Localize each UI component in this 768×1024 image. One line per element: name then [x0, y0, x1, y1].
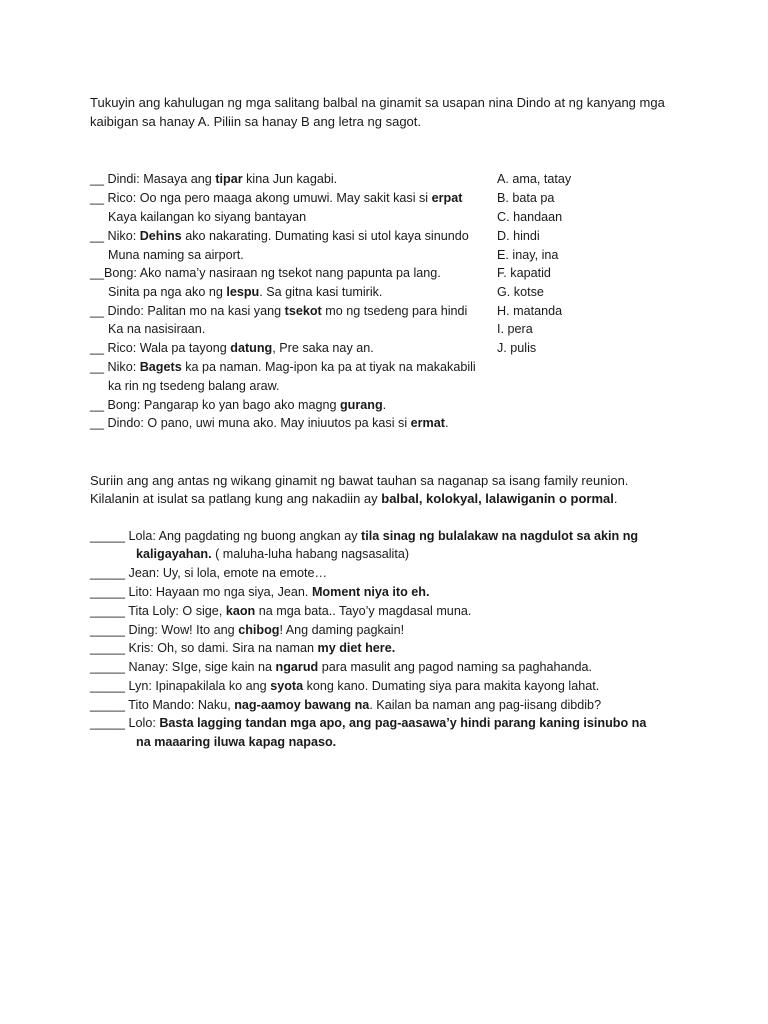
section-2-item: _____ Tita Loly: O sige, kaon na mga bata.. Tayo’y magdasal muna.: [90, 604, 472, 618]
column-a-item: Ka na nasisiraan.: [108, 322, 206, 336]
column-a-item: __ Niko: Dehins ako nakarating. Dumating kasi si utol kaya sinundo: [90, 229, 469, 243]
column-a-item: ka rin ng tsedeng balang araw.: [108, 379, 280, 393]
column-b-item: D. hindi: [497, 229, 540, 243]
section-2-item: _____ Jean: Uy, si lola, emote na emote…: [90, 566, 328, 580]
column-a-item: __ Bong: Pangarap ko yan bago ako magng gurang.: [90, 398, 387, 412]
column-a-item: __ Dindo: O pano, uwi muna ako. May iniuutos pa kasi si ermat.: [90, 416, 449, 430]
column-b-item: G. kotse: [497, 285, 544, 299]
column-a-item: __ Rico: Wala pa tayong datung, Pre saka nay an.: [90, 341, 374, 355]
column-a-item: Muna naming sa airport.: [108, 248, 244, 262]
column-b-item: C. handaan: [497, 210, 563, 224]
column-b-item: H. matanda: [497, 304, 563, 318]
section-2-item: _____ Lyn: Ipinapakilala ko ang syota kong kano. Dumating siya para makita kayong lahat.: [90, 679, 600, 693]
section-2-item: _____ Tito Mando: Naku, nag-aamoy bawang na. Kailan ba naman ang pag-iisang dibdib?: [90, 698, 602, 712]
section-2-item: kaligayahan. ( maluha-luha habang nagsasalita): [136, 547, 410, 561]
instructions-2-line1: Suriin ang ang antas ng wikang ginamit ng bawat tauhan sa naganap sa isang family reunion.: [90, 473, 629, 488]
section-2-item: _____ Kris: Oh, so dami. Sira na naman my diet here.: [90, 641, 396, 655]
column-a-item: __ Dindi: Masaya ang tipar kina Jun kagabi.: [90, 172, 338, 186]
instructions-2-line2: Kilalanin at isulat sa patlang kung ang nakadiin ay balbal, kolokyal, lalawiganin o pormal.: [90, 491, 618, 506]
column-a-item: __ Niko: Bagets ka pa naman. Mag-ipon ka pa at tiyak na makakabili: [90, 360, 476, 374]
column-b-item: B. bata pa: [497, 191, 555, 205]
column-b-item: J. pulis: [497, 341, 537, 355]
section-2-item: _____ Nanay: SIge, sige kain na ngarud para masulit ang pagod naming sa paghahanda.: [90, 660, 593, 674]
column-b-item: I. pera: [497, 322, 533, 336]
instructions-1-line1: Tukuyin ang kahulugan ng mga salitang balbal na ginamit sa usapan nina Dindo at ng kanyang mga: [90, 95, 665, 110]
column-a-item: __ Rico: Oo nga pero maaga akong umuwi. May sakit kasi si erpat: [90, 191, 463, 205]
section-2-item: _____ Lito: Hayaan mo nga siya, Jean. Moment niya ito eh.: [90, 585, 430, 599]
column-a-item: __ Dindo: Palitan mo na kasi yang tsekot mo ng tsedeng para hindi: [90, 304, 468, 318]
column-b-item: F. kapatid: [497, 266, 551, 280]
section-2-item: na maaaring iluwa kapag napaso.: [136, 735, 337, 749]
column-a-item: Sinita pa nga ako ng lespu. Sa gitna kasi tumirik.: [108, 285, 383, 299]
section-2-item: _____ Lola: Ang pagdating ng buong angkan ay tila sinag ng bulalakaw na nagdulot sa akin ng: [90, 529, 639, 543]
section-2-item: _____ Ding: Wow! Ito ang chibog! Ang daming pagkain!: [90, 623, 405, 637]
instructions-1-line2: kaibigan sa hanay A. Piliin sa hanay B ang letra ng sagot.: [90, 114, 421, 129]
column-a-item: __Bong: Ako nama’y nasiraan ng tsekot nang papunta pa lang.: [90, 266, 441, 280]
column-a-item: Kaya kailangan ko siyang bantayan: [108, 210, 307, 224]
column-b-item: A. ama, tatay: [497, 172, 572, 186]
column-b-item: E. inay, ina: [497, 248, 559, 262]
section-2-item: _____ Lolo: Basta lagging tandan mga apo, ang pag-aasawa’y hindi parang kaning isinubo na: [90, 716, 647, 730]
